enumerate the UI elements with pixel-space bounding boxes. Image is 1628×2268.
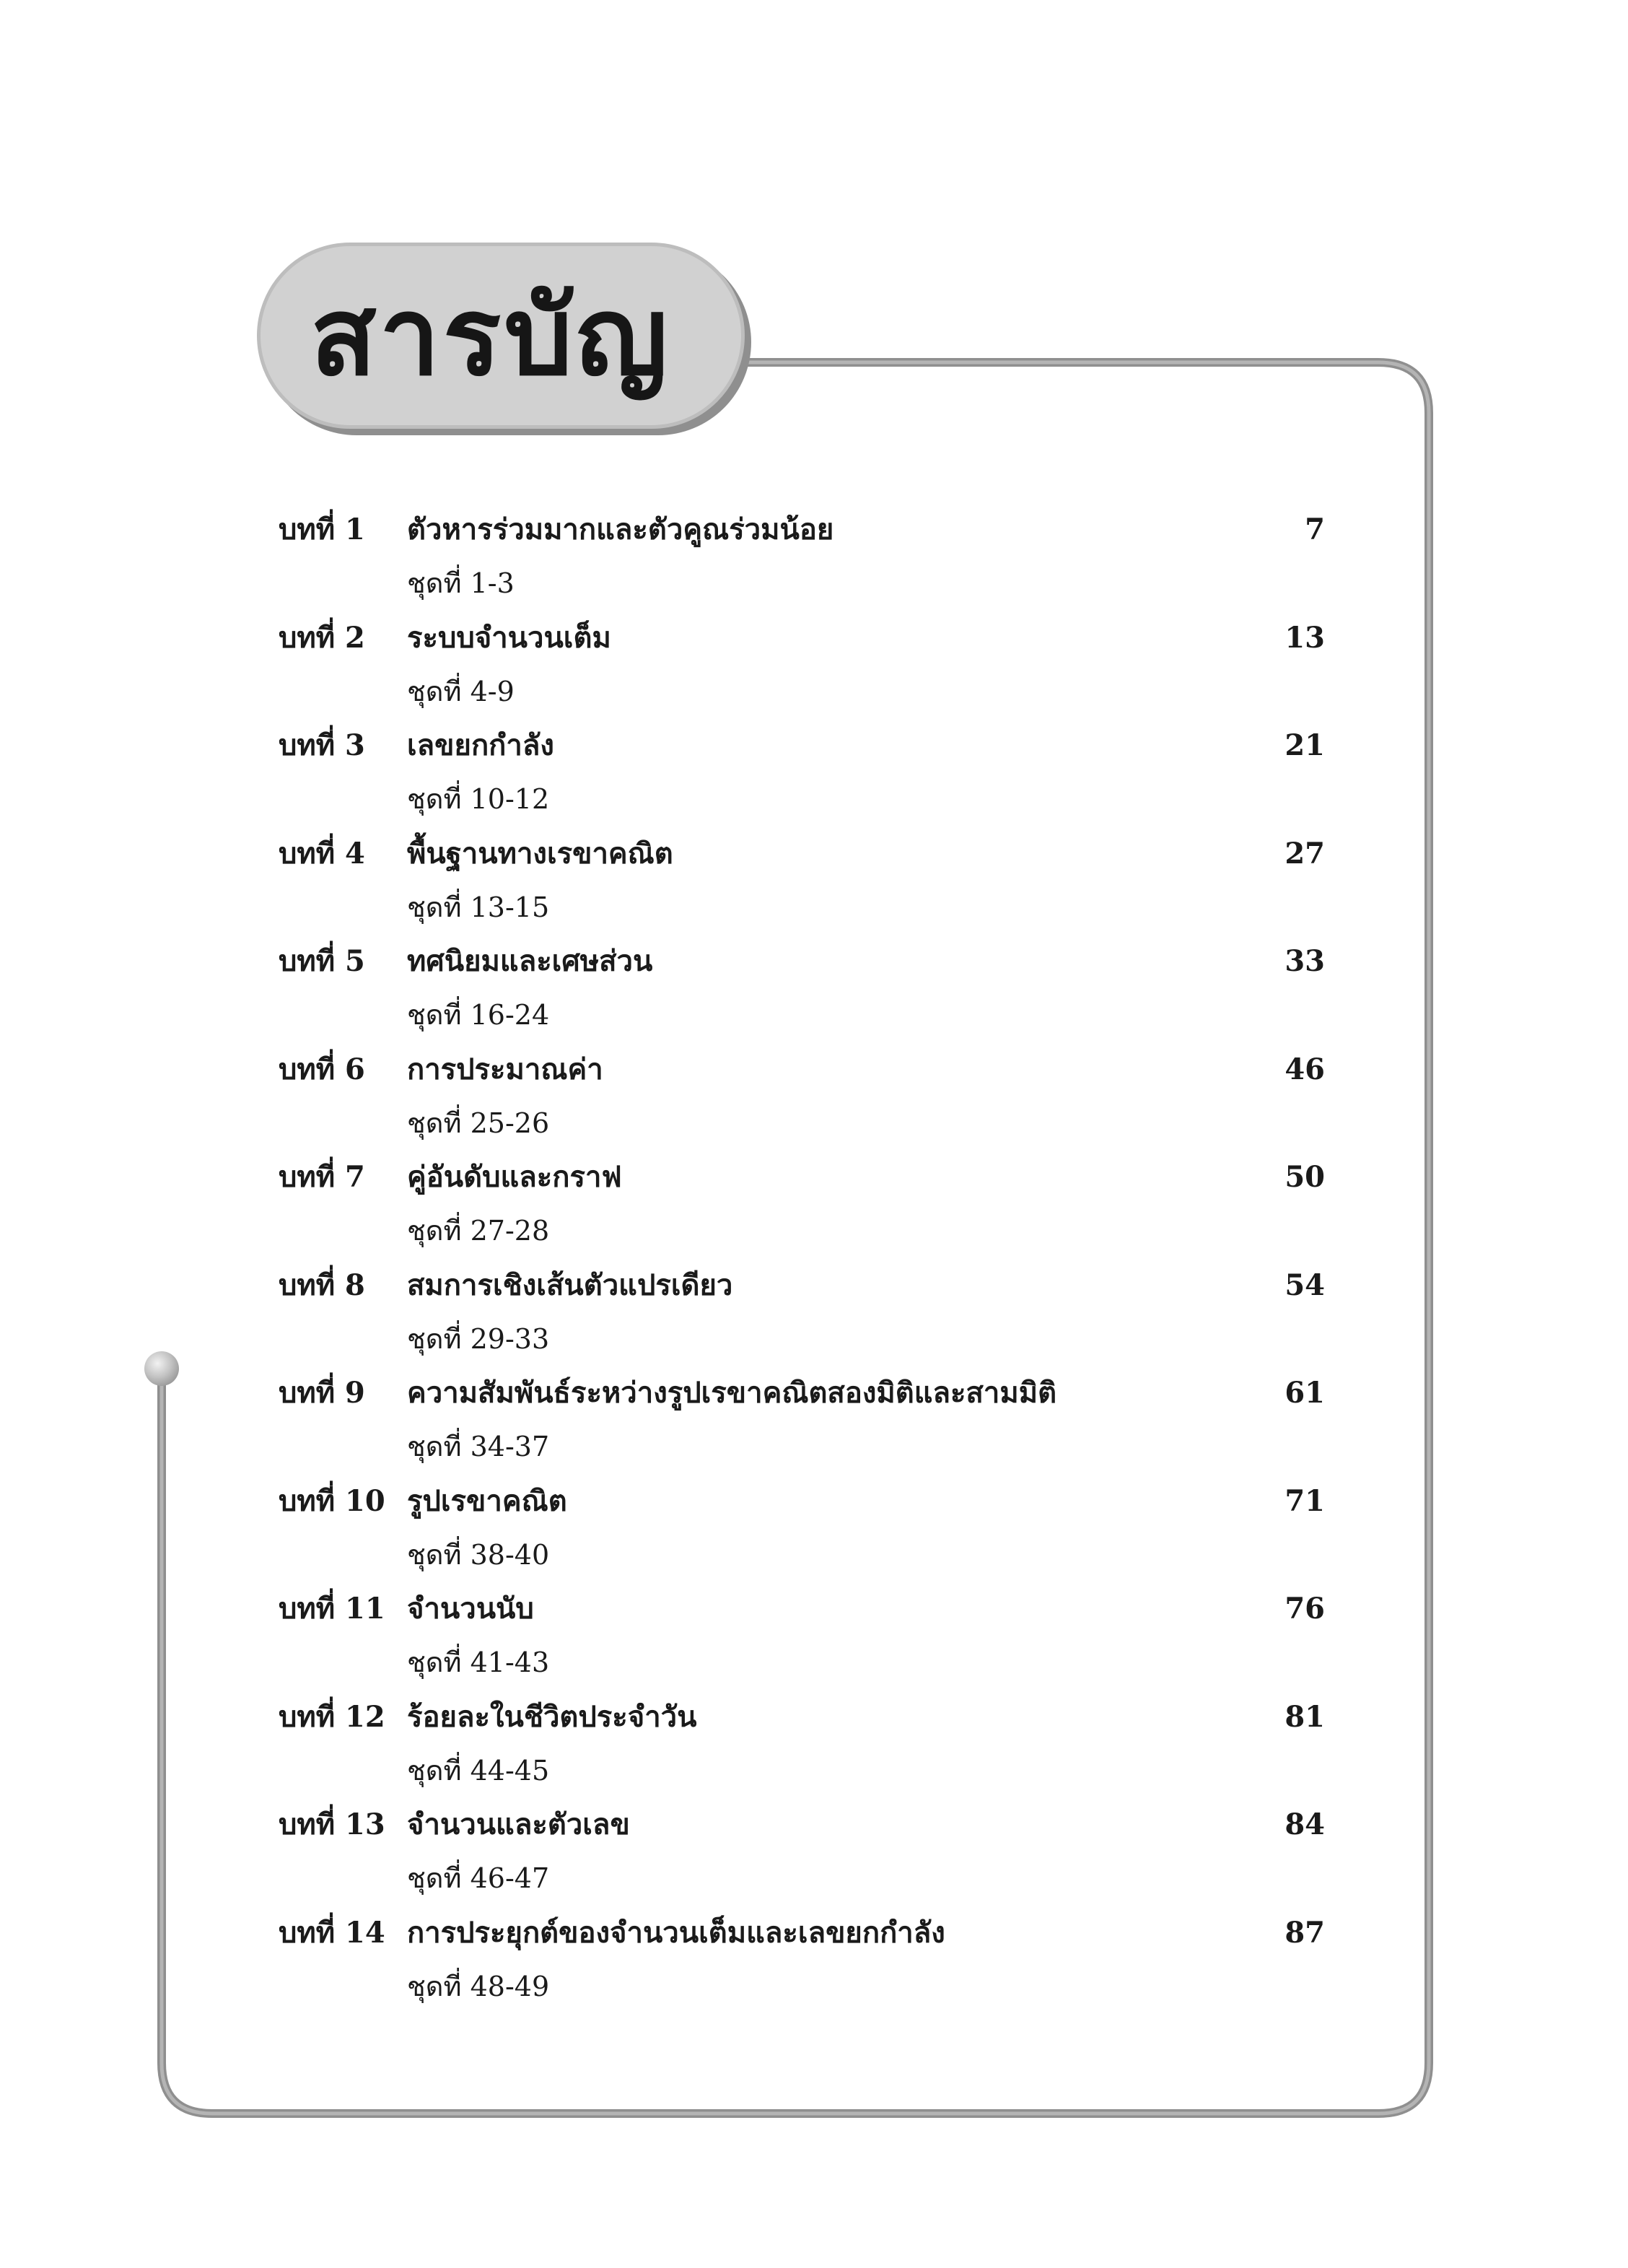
exercise-sets: ชุดที่ 27-28 — [407, 1215, 550, 1247]
chapter-title: รูปเรขาคณิต — [407, 1483, 567, 1518]
toc-entry — [0, 1805, 1628, 1913]
exercise-sets: ชุดที่ 29-33 — [407, 1322, 550, 1355]
chapter-page-number: 13 — [1285, 620, 1325, 655]
chapter-page-number: 84 — [1285, 1807, 1325, 1841]
chapter-label: บทที่ 5 — [279, 944, 365, 978]
chapter-title: ทศนิยมและเศษส่วน — [407, 944, 653, 978]
chapter-page-number: 61 — [1285, 1376, 1325, 1410]
exercise-sets: ชุดที่ 16-24 — [407, 999, 550, 1031]
toc-entry — [0, 510, 1628, 618]
chapter-page-number: 50 — [1285, 1160, 1325, 1194]
exercise-sets: ชุดที่ 10-12 — [407, 783, 550, 815]
chapter-page-number: 21 — [1285, 728, 1325, 762]
chapter-title: ระบบจำนวนเต็ม — [407, 620, 611, 655]
chapter-label: บทที่ 10 — [279, 1483, 385, 1518]
chapter-label: บทที่ 13 — [279, 1807, 385, 1841]
chapter-title: จำนวนและตัวเลข — [407, 1807, 630, 1841]
exercise-sets: ชุดที่ 44-45 — [407, 1754, 550, 1787]
chapter-label: บทที่ 12 — [279, 1699, 385, 1734]
chapter-label: บทที่ 1 — [279, 513, 365, 546]
chapter-label: บทที่ 11 — [279, 1592, 385, 1626]
chapter-title: สมการเชิงเส้นตัวแปรเดียว — [407, 1268, 733, 1302]
chapter-label: บทที่ 14 — [279, 1915, 385, 1950]
toc-entry — [0, 834, 1628, 942]
toc-entry — [0, 1481, 1628, 1589]
toc-entry — [0, 725, 1628, 834]
toc-entry — [0, 618, 1628, 726]
chapter-title: ตัวหารร่วมมากและตัวคูณร่วมน้อย — [407, 513, 834, 546]
chapter-page-number: 7 — [1305, 513, 1325, 546]
exercise-sets: ชุดที่ 46-47 — [407, 1862, 550, 1894]
chapter-label: บทที่ 9 — [279, 1376, 365, 1410]
toc-entry — [0, 1050, 1628, 1158]
exercise-sets: ชุดที่ 1-3 — [407, 567, 515, 599]
chapter-page-number: 27 — [1285, 836, 1325, 871]
toc-entry — [0, 1589, 1628, 1697]
toc-entry — [0, 1373, 1628, 1481]
exercise-sets: ชุดที่ 34-37 — [407, 1431, 550, 1462]
exercise-sets: ชุดที่ 4-9 — [407, 675, 515, 707]
chapter-label: บทที่ 7 — [279, 1160, 365, 1194]
exercise-sets: ชุดที่ 25-26 — [407, 1107, 550, 1139]
chapter-title: จำนวนนับ — [407, 1592, 534, 1626]
chapter-page-number: 81 — [1285, 1699, 1325, 1734]
toc-entry — [0, 941, 1628, 1050]
exercise-sets: ชุดที่ 48-49 — [407, 1970, 550, 2002]
chapter-title: เลขยกกำลัง — [407, 728, 554, 762]
toc-entry — [0, 1913, 1628, 2021]
chapter-page-number: 54 — [1285, 1268, 1325, 1302]
page-title: สารบัญ — [310, 274, 671, 400]
exercise-sets: ชุดที่ 13-15 — [407, 891, 550, 923]
exercise-sets: ชุดที่ 41-43 — [407, 1647, 550, 1678]
toc-entry — [0, 1265, 1628, 1374]
chapter-page-number: 71 — [1285, 1483, 1325, 1518]
chapter-page-number: 76 — [1285, 1592, 1325, 1626]
chapter-title: ร้อยละในชีวิตประจำวัน — [407, 1699, 697, 1734]
chapter-label: บทที่ 8 — [279, 1268, 365, 1302]
exercise-sets: ชุดที่ 38-40 — [407, 1538, 550, 1571]
chapter-label: บทที่ 6 — [279, 1052, 365, 1086]
chapter-label: บทที่ 2 — [279, 620, 365, 655]
toc-entry — [0, 1157, 1628, 1265]
toc-entry — [0, 1697, 1628, 1805]
chapter-title: การประมาณค่า — [407, 1052, 603, 1086]
chapter-page-number: 33 — [1285, 944, 1325, 978]
chapter-page-number: 87 — [1285, 1915, 1325, 1950]
chapter-label: บทที่ 4 — [279, 836, 365, 871]
chapter-title: การประยุกต์ของจำนวนเต็มและเลขยกกำลัง — [407, 1915, 945, 1950]
chapter-label: บทที่ 3 — [279, 728, 365, 762]
chapter-title: คู่อันดับและกราฟ — [407, 1160, 622, 1194]
chapter-title: ความสัมพันธ์ระหว่างรูปเรขาคณิตสองมิติและสามมิติ — [407, 1376, 1057, 1410]
chapter-title: พื้นฐานทางเรขาคณิต — [407, 836, 673, 871]
chapter-page-number: 46 — [1285, 1052, 1325, 1086]
